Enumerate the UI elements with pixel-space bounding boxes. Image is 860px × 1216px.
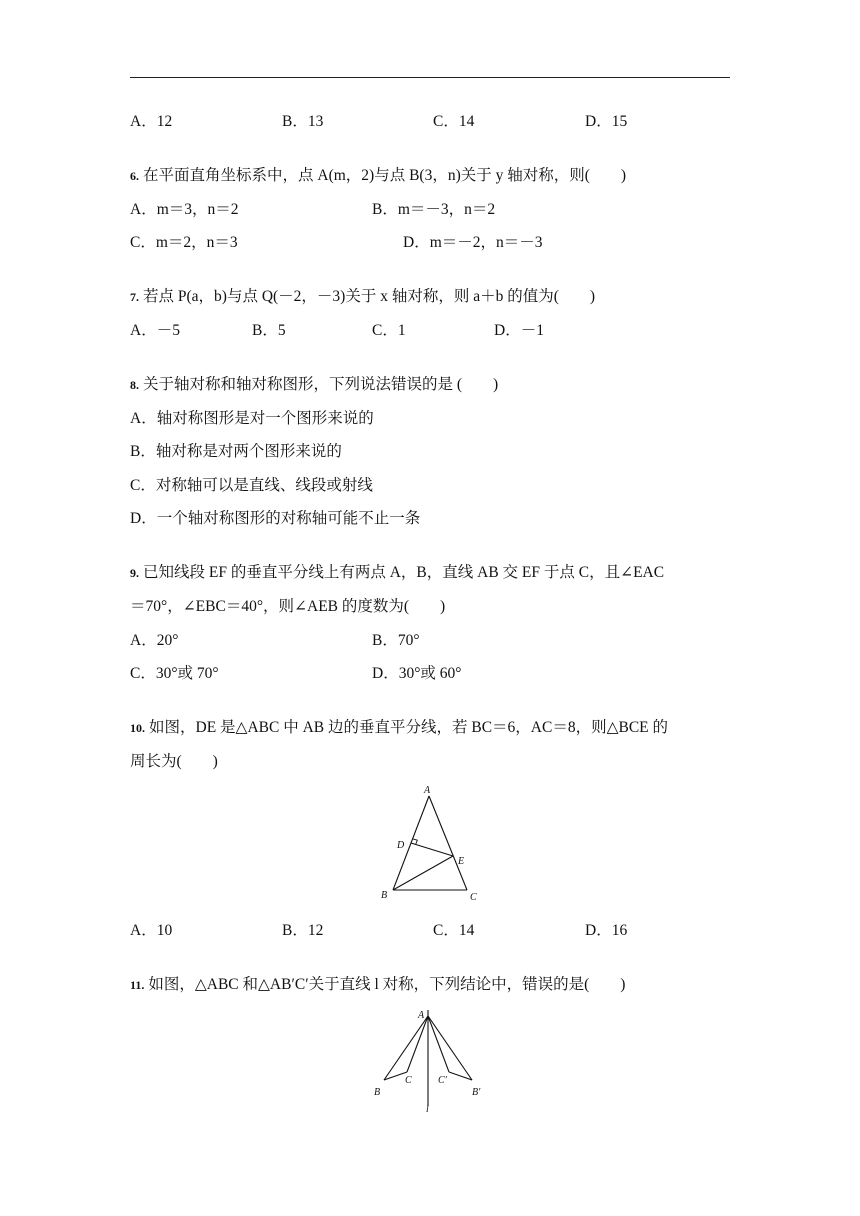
q9-option-b[interactable]: B．70° — [372, 632, 420, 649]
q7-stem — [130, 287, 595, 307]
q8-option-a[interactable]: A．轴对称图形是对一个图形来说的 — [130, 410, 374, 427]
q6-option-b[interactable]: B．m＝－3，n＝2 — [372, 201, 496, 218]
q6-option-c[interactable]: C．m＝2，n＝3 — [130, 234, 238, 251]
q11-segment-acp — [428, 1016, 449, 1072]
q7-number: 7. — [130, 290, 139, 304]
q6-stem — [130, 166, 626, 186]
q10-option-c[interactable]: C．14 — [433, 922, 475, 939]
q7-option-a[interactable]: A．－5 — [130, 322, 180, 339]
q6-number: 6. — [130, 169, 139, 183]
q11-segment-ac — [407, 1016, 428, 1072]
q9-option-a[interactable]: A．20° — [130, 632, 179, 649]
q11-symmetry-figure — [360, 1002, 500, 1114]
q8-number: 8. — [130, 378, 139, 392]
q10-triangle-figure — [370, 782, 490, 908]
q7-option-d[interactable]: D．－1 — [494, 322, 544, 339]
q8-option-c[interactable]: C．对称轴可以是直线、线段或射线 — [130, 477, 373, 494]
q6-option-a[interactable]: A．m＝3，n＝2 — [130, 201, 239, 218]
q6-stem-text: 在平面直角坐标系中，点 A(m，2)与点 B(3，n)关于 y 轴对称，则( ) — [143, 167, 627, 184]
q11-label-c-prime: C′ — [438, 1075, 447, 1086]
q9-option-d[interactable]: D．30°或 60° — [372, 665, 462, 682]
q5-option-a[interactable]: A．12 — [130, 113, 173, 130]
q8-option-d[interactable]: D．一个轴对称图形的对称轴可能不止一条 — [130, 510, 421, 527]
q10-label-a: A — [424, 785, 431, 796]
q11-stem-text: 如图，△ABC 和△AB′C′关于直线 l 对称，下列结论中，错误的是( ) — [148, 976, 626, 993]
q11-label-a: A — [418, 1010, 425, 1021]
q5-option-b[interactable]: B．13 — [282, 113, 324, 130]
q10-option-a[interactable]: A．10 — [130, 922, 173, 939]
q10-stem-line1 — [130, 718, 668, 738]
q5-option-c[interactable]: C．14 — [433, 113, 475, 130]
q11-label-l: l — [426, 1104, 429, 1114]
q11-segment-bpcp — [449, 1072, 472, 1080]
q10-stem-line2: 周长为( ) — [130, 753, 218, 770]
q10-option-d[interactable]: D．16 — [585, 922, 628, 939]
q10-label-c: C — [470, 892, 477, 903]
q10-number: 10. — [130, 721, 145, 735]
q7-stem-text: 若点 P(a，b)与点 Q(－2，－3)关于 x 轴对称，则 a＋b 的值为( ) — [143, 288, 596, 305]
q10-segment-be — [393, 856, 453, 890]
q10-stem-text1: 如图，DE 是△ABC 中 AB 边的垂直平分线，若 BC＝6，AC＝8，则△BCE 的 — [149, 719, 669, 736]
q11-segment-abp — [428, 1016, 472, 1080]
q8-stem-text: 关于轴对称和轴对称图形，下列说法错误的是 ( ) — [143, 376, 499, 393]
q7-option-b[interactable]: B．5 — [252, 322, 286, 339]
q9-stem-line1 — [130, 563, 664, 583]
q8-stem — [130, 375, 498, 395]
q10-option-b[interactable]: B．12 — [282, 922, 324, 939]
q11-segment-ab — [384, 1016, 428, 1080]
q11-stem — [130, 975, 625, 995]
q6-option-d[interactable]: D．m＝－2，n＝－3 — [403, 234, 543, 251]
q10-label-b: B — [381, 890, 388, 901]
q11-label-c: C — [405, 1075, 412, 1086]
q10-segment-de — [411, 843, 453, 856]
q7-option-c[interactable]: C．1 — [372, 322, 406, 339]
q11-label-b: B — [374, 1087, 381, 1098]
q9-stem-line2: ＝70°，∠EBC＝40°，则∠AEB 的度数为( ) — [130, 598, 446, 615]
q5-option-d[interactable]: D．15 — [585, 113, 628, 130]
q8-option-b[interactable]: B．轴对称是对两个图形来说的 — [130, 443, 342, 460]
q11-segment-bc — [384, 1072, 407, 1080]
q11-label-b-prime: B′ — [472, 1087, 481, 1098]
q10-label-d: D — [397, 840, 405, 851]
q9-option-c[interactable]: C．30°或 70° — [130, 665, 219, 682]
q11-number: 11. — [130, 978, 145, 992]
q10-segment-ac — [429, 796, 467, 890]
q10-label-e: E — [458, 856, 465, 867]
header-rule — [130, 77, 730, 78]
q9-number: 9. — [130, 566, 139, 580]
q9-stem-text1: 已知线段 EF 的垂直平分线上有两点 A，B，直线 AB 交 EF 于点 C，且∠EAC — [143, 564, 665, 581]
